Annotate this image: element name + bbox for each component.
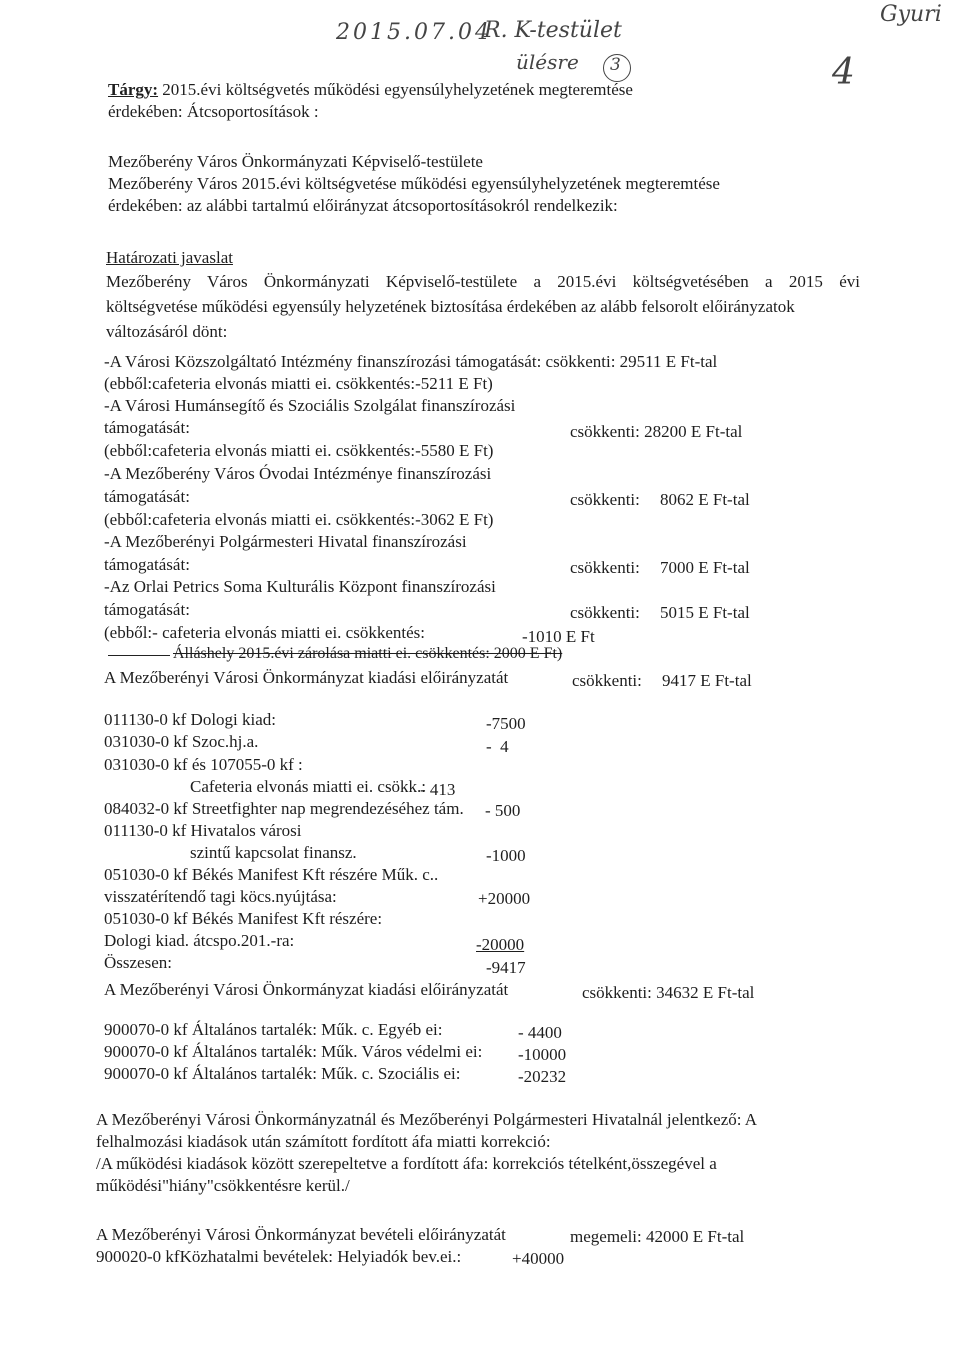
reduction-2-value: csökkenti: 28200 E Ft-tal <box>570 422 743 441</box>
subject-text: 2015.évi költségvetés működési egyensúlyhelyzetének megteremtése <box>158 80 633 99</box>
item-value: -20000 <box>476 935 525 954</box>
item-value: +20000 <box>478 889 531 908</box>
reduction-1-line: -A Városi Közszolgáltató Intézmény finanszírozási támogatását: csökkenti: 29511 E Ft-tal <box>104 352 718 371</box>
handwritten-date: 2015.07.04 <box>336 20 492 45</box>
total-reduction-value: 9417 E Ft-tal <box>662 671 752 690</box>
item-label: visszatérítendő tagi köcs.nyújtása: <box>104 887 337 906</box>
reduction-3-detail: (ebből:cafeteria elvonás miatti ei. csökkentés:-3062 E Ft) <box>104 510 494 529</box>
intro-line-1: Mezőberény Város Önkormányzati Képviselő-testülete <box>108 152 483 171</box>
subject-line-2: érdekében: Átcsoportosítások : <box>108 102 319 121</box>
reduction-2-line: -A Városi Humánsegítő és Szociális Szolgálat finanszírozási <box>104 396 516 415</box>
item-label: 011130-0 kf Hivatalos városi <box>104 821 302 840</box>
reduction-2-label: támogatását: <box>104 418 190 437</box>
reduction-5-detail-value: -1010 E Ft <box>522 627 595 646</box>
reduction-5-value: 5015 E Ft-tal <box>660 603 750 622</box>
handwritten-item-number: 3 <box>610 55 621 75</box>
reduction-5-value-label: csökkenti: <box>570 603 640 622</box>
item-label: Összesen: <box>104 953 172 972</box>
handwritten-meeting: R. K-testület <box>484 18 622 43</box>
item-value: - 4 <box>486 737 509 756</box>
reduction-4-label: támogatását: <box>104 555 190 574</box>
proposal-line-2: költségvetése működési egyensúly helyzetének biztosítása érdekében az alább felsorolt előirányzatok <box>106 297 795 316</box>
vat-line-2: felhalmozási kiadások után számított fordított áfa miatti korrekció: <box>96 1132 551 1151</box>
item-label: 031030-0 kf és 107055-0 kf : <box>104 755 303 774</box>
proposal-line-3: változásáról dönt: <box>106 322 228 341</box>
intro-line-3: érdekében: az alábbi tartalmú előirányzat átcsoportosításokról rendelkezik: <box>108 196 618 215</box>
total-reduction-value-label: csökkenti: <box>572 671 642 690</box>
reduction-5-label: támogatását: <box>104 600 190 619</box>
reduction-3-value-label: csökkenti: <box>570 490 640 509</box>
reduction-4-line: -A Mezőberényi Polgármesteri Hivatal finanszírozási <box>104 532 467 551</box>
item-label: Dologi kiad. átcspo.201.-ra: <box>104 931 295 950</box>
reduction-4-value-label: csökkenti: <box>570 558 640 577</box>
subject-label: Tárgy: <box>108 80 159 99</box>
reduction-2-detail: (ebből:cafeteria elvonás miatti ei. csökkentés:-5580 E Ft) <box>104 441 494 460</box>
item-value: - 500 <box>485 801 521 820</box>
item-label: Cafeteria elvonás miatti ei. csökk.: <box>190 777 427 796</box>
reduction-3-value: 8062 E Ft-tal <box>660 490 750 509</box>
reduction-4-value: 7000 E Ft-tal <box>660 558 750 577</box>
revenue-detail-value: +40000 <box>512 1249 565 1268</box>
revenue-value: megemeli: 42000 E Ft-tal <box>570 1227 745 1246</box>
reserve-row: 900070-0 kf Általános tartalék: Műk. c. Egyéb ei: <box>104 1020 443 1039</box>
reserve-value: csökkenti: 34632 E Ft-tal <box>582 983 755 1002</box>
reserve-row-value: -10000 <box>518 1045 567 1064</box>
item-value: -9417 <box>486 958 526 977</box>
subject-line <box>108 80 633 100</box>
item-label: 031030-0 kf Szoc.hj.a. <box>104 732 259 751</box>
total-reduction-line: A Mezőberényi Városi Önkormányzat kiadási előirányzatát <box>104 668 509 687</box>
reserve-row: 900070-0 kf Általános tartalék: Műk. Város védelmi ei: <box>104 1042 483 1061</box>
reduction-3-line: -A Mezőberény Város Óvodai Intézménye finanszírozási <box>104 464 492 483</box>
reduction-5-detail: (ebből:- cafeteria elvonás miatti ei. csökkentés: <box>104 623 425 642</box>
reduction-1-detail: (ebből:cafeteria elvonás miatti ei. csökkentés:-5211 E Ft) <box>104 374 493 393</box>
proposal-title: Határozati javaslat <box>106 248 233 267</box>
vat-line-4: működési"hiány"csökkentésre kerül./ <box>96 1176 350 1195</box>
item-label: 084032-0 kf Streetfighter nap megrendezéséhez tám. <box>104 799 464 818</box>
handwritten-agenda: ülésre <box>516 50 579 74</box>
reserve-line: A Mezőberényi Városi Önkormányzat kiadási előirányzatát <box>104 980 509 999</box>
reserve-row-value: -20232 <box>518 1067 567 1086</box>
reduction-5-line: -Az Orlai Petrics Soma Kulturális Központ finanszírozási <box>104 577 496 596</box>
revenue-line: A Mezőberényi Városi Önkormányzat bevételi előirányzatát <box>96 1225 506 1244</box>
item-value: -1000 <box>486 846 526 865</box>
handwritten-initials: Gyuri <box>880 2 942 27</box>
struck-item: Álláshely 2015.évi zárolása miatti ei. csökkentés: 2000 E Ft) <box>173 645 563 662</box>
vat-line-1: A Mezőberényi Városi Önkormányzatnál és Mezőberényi Polgármesteri Hivatalnál jelentkező: A <box>96 1110 758 1129</box>
revenue-detail: 900020-0 kfKözhatalmi bevételek: Helyiadók bev.ei.: <box>96 1247 462 1266</box>
intro-line-2: Mezőberény Város 2015.évi költségvetése működési egyensúlyhelyzetének megteremtése <box>108 174 720 193</box>
item-value: - 413 <box>420 780 456 799</box>
proposal-line-1: Mezőberény Város Önkormányzati Képviselő-testülete a 2015.évi költségvetésében a 2015 évi <box>106 272 860 291</box>
item-label: 051030-0 kf Békés Manifest Kft részére: <box>104 909 383 928</box>
item-label: 051030-0 kf Békés Manifest Kft részére Műk. c.. <box>104 865 439 884</box>
reserve-row: 900070-0 kf Általános tartalék: Műk. c. Szociális ei: <box>104 1064 461 1083</box>
struck-line-dash <box>108 655 170 656</box>
item-label: 011130-0 kf Dologi kiad: <box>104 710 277 729</box>
vat-line-3: /A működési kiadások között szerepeltetve a fordított áfa: korrekciós tételként,összegével a <box>96 1154 717 1173</box>
item-label: szintű kapcsolat finansz. <box>190 843 357 862</box>
handwritten-page-number: 4 <box>832 52 855 93</box>
item-value: -7500 <box>486 714 526 733</box>
reduction-3-label: támogatását: <box>104 487 190 506</box>
reserve-row-value: - 4400 <box>518 1023 562 1042</box>
